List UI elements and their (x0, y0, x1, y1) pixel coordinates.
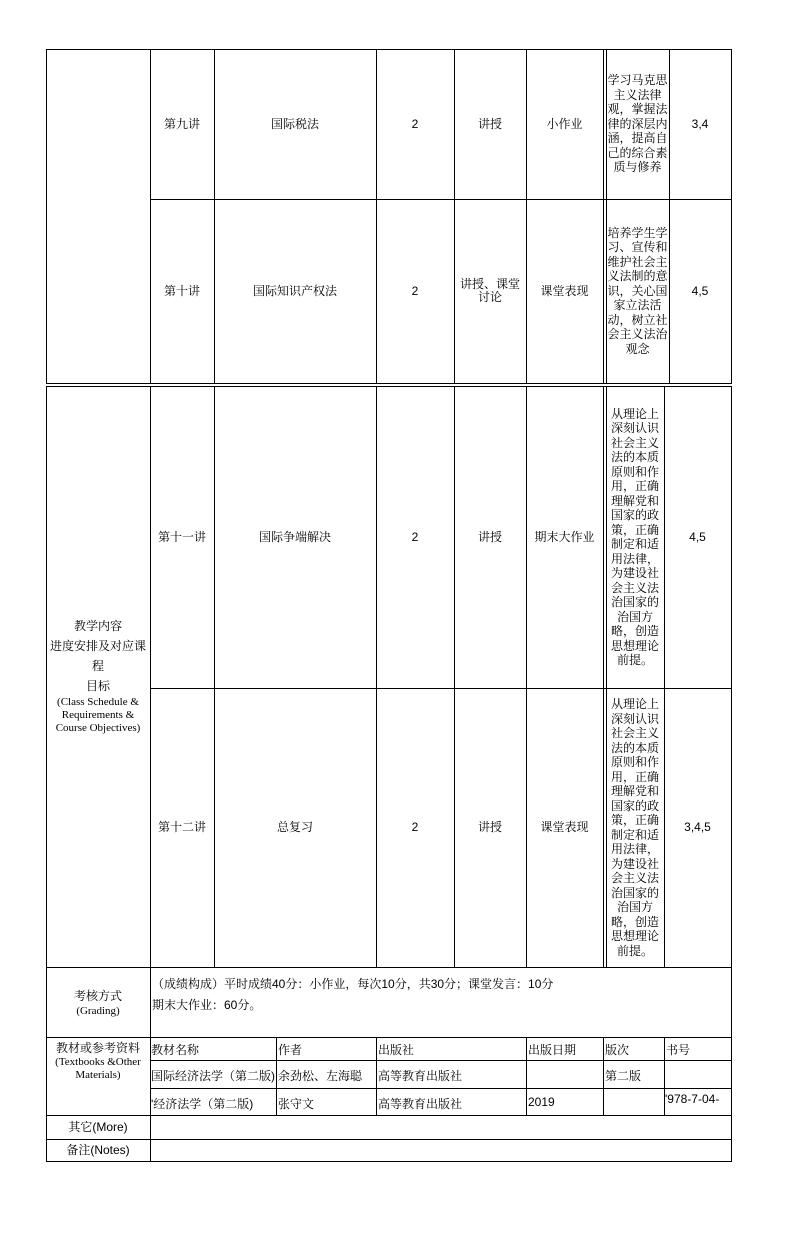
hours-cell (376, 386, 454, 688)
method-value: 讲授 (477, 116, 502, 131)
notes-value (150, 1139, 731, 1161)
objectives-cell (669, 49, 731, 199)
notes-label-text: 备注(Notes) (66, 1142, 130, 1157)
objectives-value: 3,4 (691, 116, 709, 131)
topic-label: 总复习 (276, 820, 313, 834)
hours-value: 2 (411, 283, 419, 298)
topic-cell (214, 49, 376, 199)
textbooks-label-zh: 教材或参考资料 (55, 1041, 140, 1055)
textbook-header: 出版日期 (528, 1043, 577, 1057)
lecture-cell (150, 688, 214, 967)
assessment-value: 小作业 (546, 116, 583, 131)
textbook-title: 国际经济法学（第二版) (151, 1069, 275, 1083)
schedule-label-en: (Class Schedule & Requirements & Course Objectives) (55, 696, 141, 734)
topic-cell (214, 199, 376, 383)
hours-cell (376, 688, 454, 967)
method-cell (454, 49, 526, 199)
ideology-text: 学习马克思主义法律观，掌握法律的深层内涵，提高自己的综合素质与修养 (607, 73, 668, 175)
more-value (150, 1115, 731, 1139)
textbook-header: 版次 (605, 1043, 630, 1057)
objectives-cell (664, 688, 731, 967)
more-label-text: 其它(More) (68, 1119, 128, 1134)
hours-value: 2 (411, 820, 419, 834)
assessment-cell (526, 386, 603, 688)
topic-label: 国际税法 (270, 116, 319, 131)
ideology-cell (606, 199, 669, 383)
method-cell (454, 386, 526, 688)
textbook-publisher: 高等教育出版社 (378, 1069, 463, 1083)
ideology-text: 培养学生学习、宣传和维护社会主义法制的意识，关心国家立法活动，树立社会主义法治观念 (607, 225, 668, 356)
ideology-cell (606, 49, 669, 199)
objectives-cell (669, 199, 731, 383)
textbook-title: '经济法学（第二版) (151, 1097, 254, 1111)
method-cell (454, 688, 526, 967)
objectives-value: 4,5 (691, 283, 709, 298)
lecture-label: 第十二讲 (157, 820, 206, 834)
grading-label (46, 967, 150, 1037)
lecture-cell (150, 199, 214, 383)
textbook-header: 教材名称 (151, 1043, 200, 1057)
lecture-label: 第十一讲 (157, 529, 206, 544)
lecture-label: 第十讲 (163, 283, 200, 298)
hours-cell (376, 199, 454, 383)
textbook-author: 余劲松、左海聪 (278, 1069, 363, 1083)
textbooks-label-en: (Textbooks &Other Materials) (55, 1056, 141, 1081)
lecture-cell (150, 49, 214, 199)
grading-line: （成绩构成）平时成绩40分：小作业，每次10分，共30分；课堂发言：10分 (152, 977, 554, 991)
textbooks-label (46, 1037, 150, 1088)
lecture-label: 第九讲 (163, 116, 200, 131)
textbook-edition: 第二版 (605, 1069, 642, 1083)
assessment-cell (526, 199, 603, 383)
method-cell (454, 199, 526, 383)
textbook-header: 书号 (666, 1043, 691, 1057)
textbook-publisher: 高等教育出版社 (378, 1097, 463, 1111)
textbook-author: 张守文 (278, 1097, 315, 1111)
topic-cell (214, 386, 376, 688)
textbook-header: 出版社 (378, 1043, 415, 1057)
hours-cell (376, 49, 454, 199)
lecture-cell (150, 386, 214, 688)
assessment-cell (526, 688, 603, 967)
method-value: 讲授、课堂讨论 (459, 277, 520, 304)
schedule-label-line: 目标 (85, 679, 110, 693)
method-value: 讲授 (477, 529, 502, 544)
ideology-text: 从理论上深刻认识社会主义法的本质原则和作用，正确理解党和国家的政策，正确制定和适用法律，为建设社会主义法治国家的治国方略，创造思想理论前提。 (610, 697, 659, 958)
topic-label: 国际争端解决 (258, 529, 331, 544)
schedule-section-label (46, 616, 150, 746)
objectives-cell (664, 386, 731, 688)
objectives-value: 3,4,5 (684, 820, 711, 834)
schedule-label-line: 进度安排及对应课程 (49, 639, 146, 673)
textbook-date: 2019 (528, 1095, 555, 1109)
topic-label: 国际知识产权法 (252, 283, 337, 298)
more-label (46, 1115, 150, 1139)
textbook-isbn: '978-7-04- (665, 1092, 720, 1106)
hours-value: 2 (411, 116, 419, 131)
topic-cell (214, 688, 376, 967)
assessment-value: 期末大作业 (534, 529, 595, 544)
ideology-cell (606, 688, 664, 967)
assessment-cell (526, 49, 603, 199)
notes-label (46, 1139, 150, 1161)
grading-label-en: (Grading) (76, 1004, 120, 1017)
ideology-text: 从理论上深刻认识社会主义法的本质原则和作用，正确理解党和国家的政策，正确制定和适用法律，为建设社会主义法治国家的治国方略，创造思想理论前提。 (610, 406, 659, 667)
grading-line: 期末大作业：60分。 (152, 998, 262, 1012)
assessment-value: 课堂表现 (540, 283, 589, 298)
schedule-label-line: 教学内容 (73, 619, 122, 633)
hours-value: 2 (411, 529, 419, 544)
objectives-value: 4,5 (689, 529, 706, 544)
textbook-header: 作者 (278, 1043, 303, 1057)
method-value: 讲授 (477, 820, 502, 834)
assessment-value: 课堂表现 (540, 820, 589, 834)
grading-label-zh: 考核方式 (73, 988, 122, 1003)
ideology-cell (606, 386, 664, 688)
